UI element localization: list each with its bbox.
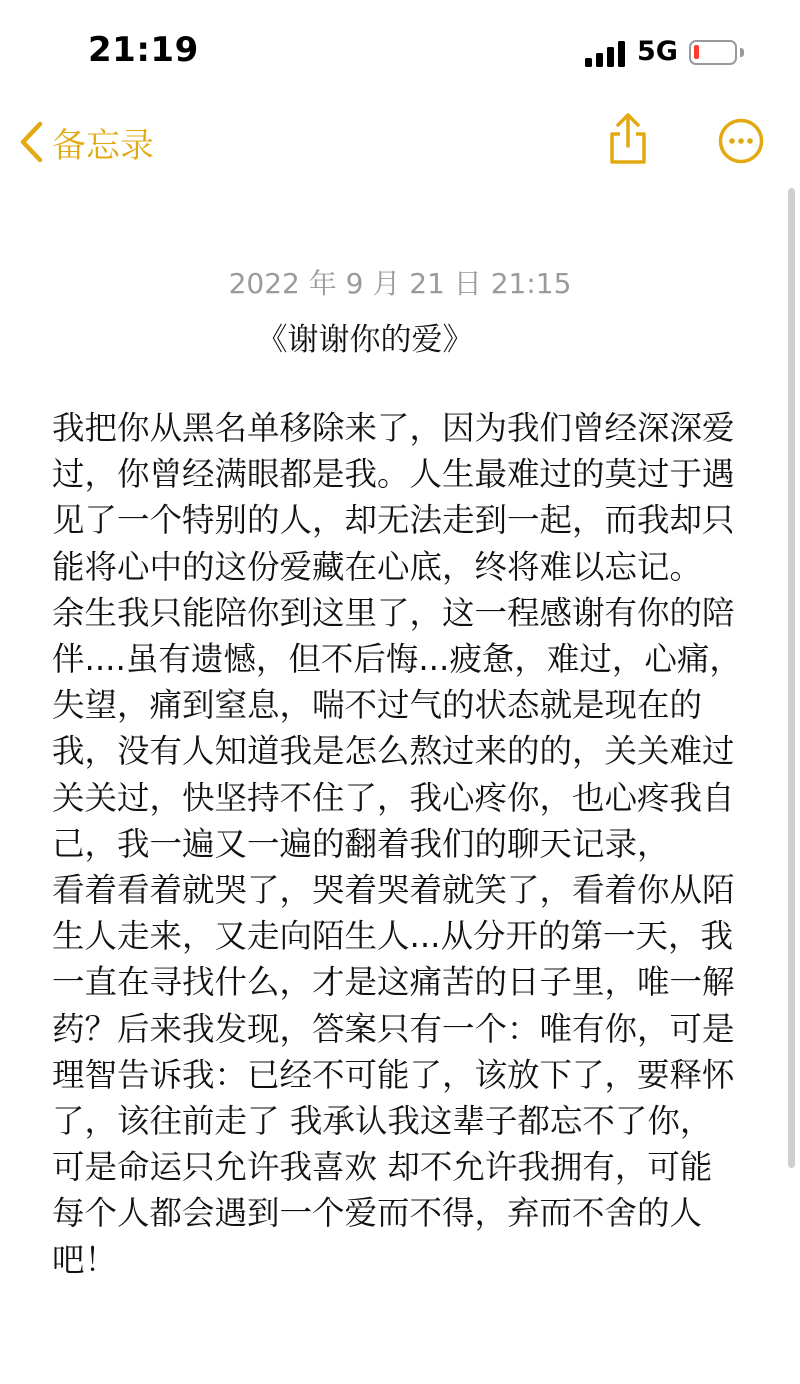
- battery-icon: [689, 40, 737, 65]
- note-title[interactable]: 《谢谢你的爱》: [256, 322, 474, 358]
- note-date: 2022 年 9 月 21 日 21:15: [228, 267, 572, 300]
- note-body[interactable]: 我把你从黑名单移除来了，因为我们曾经深深爱过，你曾经满眼都是我。人生最难过的莫过于遇见了一个特别的人，却无法走到一起，而我却只能将心中的这份爱藏在心底，终将难以忘记。 余生我只能陪你到这里了，这一程感谢有你的陪伴....虽有遗憾，但不后悔...疲惫，难过，心痛，失望，痛到窒息，喘不过气的状态就是现在的我，没有人知道我是怎么熬过来的的，关关难过关关过，快坚持不住了，我心疼你，也心疼我自己，我一遍又一遍的翻着我们的聊天记录， 看着看着就哭了，哭着哭着就笑了，看着你从陌生人走来，又走向陌生人...从分开的第一天，我一直在寻找什么，才是这痛苦的日子里，唯一解药？后来我发现，答案只有一个：唯有你，可是理智告诉我：已经不可能了，该放下了，要释怀了，该往前走了 我承认我这辈子都忘不了你，可是命运只允许我喜欢 却不允许我拥有，可能每个人都会遇到一个爱而不得，弃而不舍的人吧！: [52, 409, 742, 1279]
- status-bar: [0, 0, 800, 100]
- cellular-signal-icon: [585, 41, 627, 67]
- more-button[interactable]: [718, 118, 764, 164]
- battery-cap: [740, 48, 744, 57]
- chevron-left-icon: [18, 120, 44, 164]
- network-type: 5G: [637, 36, 678, 67]
- back-button[interactable]: [18, 118, 154, 166]
- status-time: 21:19: [88, 30, 199, 70]
- share-button[interactable]: [604, 112, 652, 168]
- scroll-indicator[interactable]: [788, 188, 795, 1168]
- share-icon: [604, 112, 652, 168]
- ellipsis-circle-icon: [718, 118, 764, 164]
- battery-level: [694, 45, 699, 59]
- back-button-label: 备忘录: [52, 125, 154, 166]
